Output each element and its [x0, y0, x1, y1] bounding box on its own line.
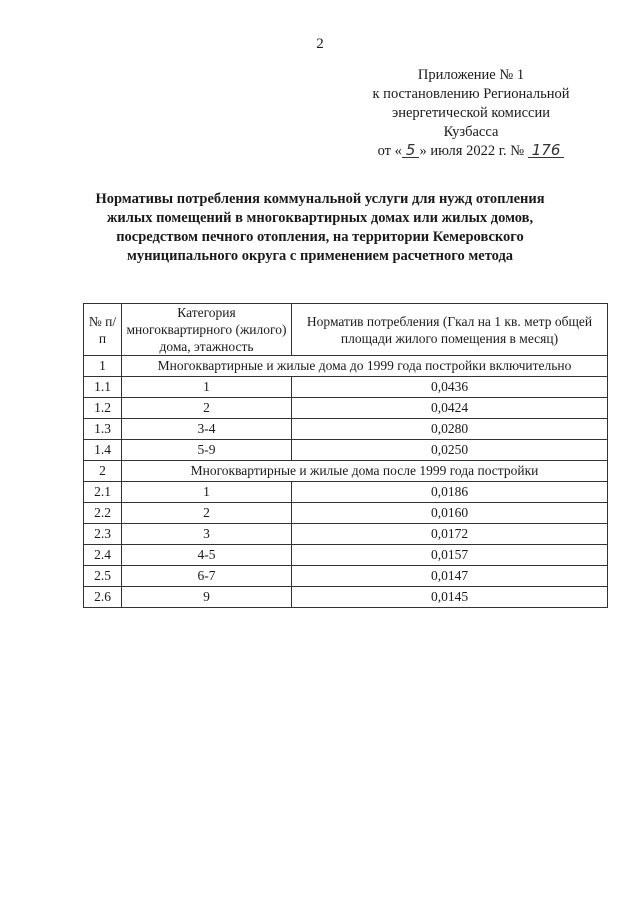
row-floors: 3-4: [122, 419, 292, 440]
norms-table: [83, 303, 608, 608]
document-title: [70, 190, 570, 266]
appendix-title: Приложение № 1: [417, 67, 525, 83]
row-num: 1.3: [84, 419, 122, 440]
page-number: 2: [316, 36, 324, 52]
header-category: Категория многоквартирного (жилого) дома, этажность: [122, 304, 292, 356]
row-num: 2.5: [84, 566, 122, 587]
row-value: 0,0280: [292, 419, 608, 440]
row-num: 1.1: [84, 377, 122, 398]
appendix-line: энергетической комиссии: [391, 105, 551, 121]
table-row: [84, 440, 608, 461]
table-row: [84, 503, 608, 524]
row-floors: 2: [122, 503, 292, 524]
title-line: муниципального округа с применением расчетного метода: [126, 248, 514, 264]
group-row: [84, 461, 608, 482]
appendix-date-line: [356, 142, 586, 161]
header-num: № п/п: [84, 304, 122, 356]
row-value: 0,0160: [292, 503, 608, 524]
row-num: 1.4: [84, 440, 122, 461]
appendix-block: [356, 66, 586, 161]
row-num: 2.4: [84, 545, 122, 566]
row-value: 0,0250: [292, 440, 608, 461]
group-num: 1: [84, 356, 122, 377]
row-num: 1.2: [84, 398, 122, 419]
row-floors: 2: [122, 398, 292, 419]
table-row: [84, 524, 608, 545]
table-row: [84, 482, 608, 503]
row-floors: 6-7: [122, 566, 292, 587]
row-value: 0,0424: [292, 398, 608, 419]
row-value: 0,0147: [292, 566, 608, 587]
row-num: 2.1: [84, 482, 122, 503]
row-floors: 1: [122, 482, 292, 503]
group-label: Многоквартирные и жилые дома до 1999 года постройки включительно: [122, 356, 608, 377]
table-row: [84, 377, 608, 398]
table-row: [84, 587, 608, 608]
title-line: жилых помещений в многоквартирных домах или жилых домов,: [106, 210, 534, 226]
title-line: посредством печного отопления, на территории Кемеровского: [116, 229, 524, 245]
handwritten-day: 5: [402, 143, 420, 158]
table-row: [84, 398, 608, 419]
header-norm: Норматив потребления (Гкал на 1 кв. метр общей площади жилого помещения в месяц): [292, 304, 608, 356]
row-floors: 4-5: [122, 545, 292, 566]
row-value: 0,0145: [292, 587, 608, 608]
appendix-line: Кузбасса: [443, 124, 499, 140]
group-row: [84, 356, 608, 377]
row-value: 0,0436: [292, 377, 608, 398]
appendix-line: к постановлению Региональной: [372, 86, 570, 102]
table-row: [84, 419, 608, 440]
title-line: Нормативы потребления коммунальной услуги для нужд отопления: [95, 191, 545, 207]
row-num: 2.3: [84, 524, 122, 545]
group-label: Многоквартирные и жилые дома после 1999 года постройки: [122, 461, 608, 482]
date-middle: » июля 2022 г. №: [419, 143, 525, 159]
row-floors: 5-9: [122, 440, 292, 461]
row-floors: 3: [122, 524, 292, 545]
row-floors: 1: [122, 377, 292, 398]
row-num: 2.6: [84, 587, 122, 608]
table-row: [84, 545, 608, 566]
row-value: 0,0186: [292, 482, 608, 503]
date-prefix: от «: [377, 143, 402, 159]
handwritten-number: 176: [528, 143, 565, 158]
row-num: 2.2: [84, 503, 122, 524]
table-row: [84, 566, 608, 587]
row-value: 0,0172: [292, 524, 608, 545]
row-value: 0,0157: [292, 545, 608, 566]
row-floors: 9: [122, 587, 292, 608]
group-num: 2: [84, 461, 122, 482]
table-header-row: [84, 304, 608, 356]
